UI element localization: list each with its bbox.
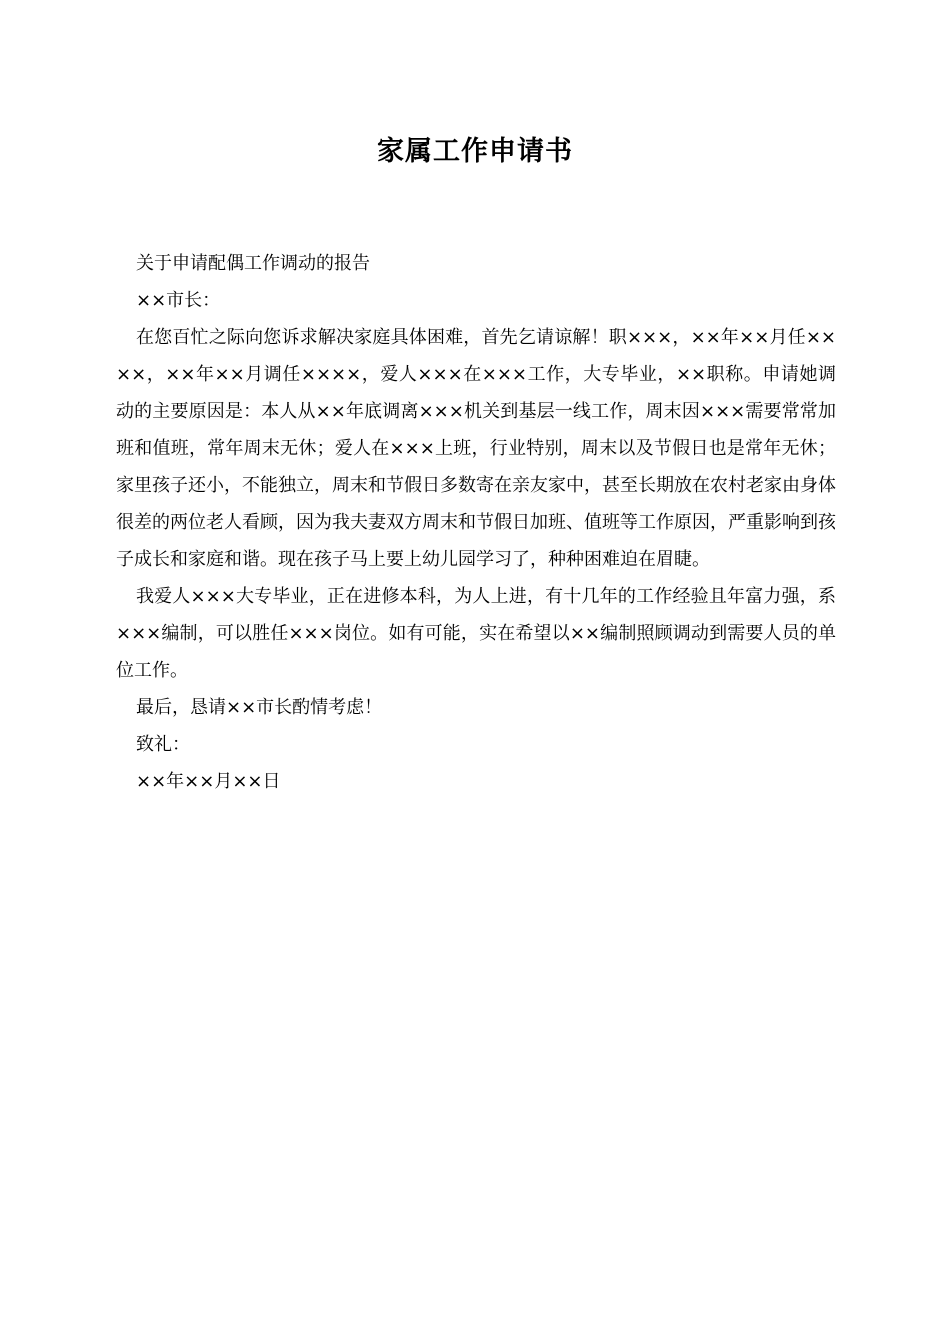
paragraph-closing-request: 最后，恳请××市长酌情考虑！ — [136, 697, 383, 718]
document-title: 家属工作申请书 — [377, 136, 573, 167]
paragraph-background: 在您百忙之际向您诉求解决家庭具体困难，首先乞请谅解！职×××，××年××月任××××，××年××月调任××××，爱人×××在×××工作，大专毕业，××职称。申请她调动的主要原因是：本人从××年底调离×××机关到基层一线工作，周末因×××需要常常加班和值班，常年周末无休；爱人在×××上班，行业特别，周末以及节假日也是常年无休；家里孩子还小，不能独立，周末和节假日多数寄在亲友家中，甚至长期放在农村老家由身体很差的两位老人看顾，因为我夫妻双方周末和节假日加班、值班等工作原因，严重影响到孩子成长和家庭和谐。现在孩子马上要上幼儿园学习了，种种困难迫在眉睫。 — [116, 327, 836, 570]
document-date: ××年××月××日 — [136, 771, 281, 792]
report-subject: 关于申请配偶工作调动的报告 — [136, 253, 370, 274]
salutation: ××市长： — [136, 290, 221, 311]
document-body — [116, 245, 836, 800]
closing-regards: 致礼： — [136, 734, 190, 755]
paragraph-spouse-info: 我爱人×××大专毕业，正在进修本科，为人上进，有十几年的工作经验且年富力强，系×××编制，可以胜任×××岗位。如有可能，实在希望以××编制照顾调动到需要人员的单位工作。 — [116, 586, 836, 681]
